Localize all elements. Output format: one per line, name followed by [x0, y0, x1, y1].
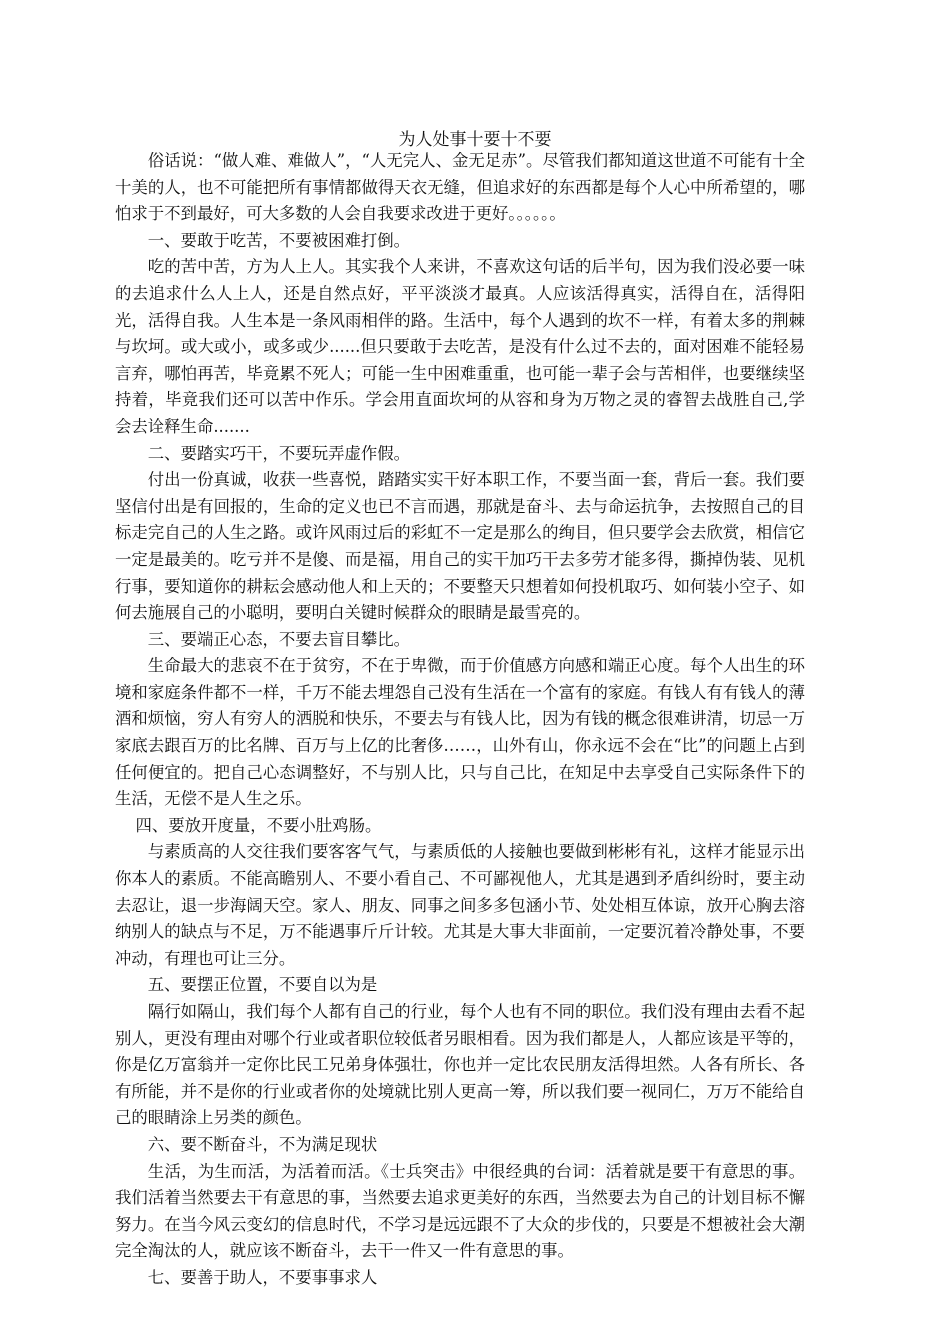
section-heading-2: 二、要踏实巧干，不要玩弄虚作假。: [147, 443, 411, 463]
section-heading-4: 四、要放开度量，不要小肚鸡肠。: [135, 815, 382, 835]
section-paragraph-6: 生活，为生而活，为活着而活。《士兵突击》中很经典的台词：活着就是要干有意思的事。我们活着当然要去干有意思的事，当然要去追求更美好的东西，当然要去为自己的计划目标不懈努力。在当今风云变幻的信息时代，不学习是远远跟不了大众的步伐的，只要是不想被社会大潮完全淘汰的人，就应该不断奋斗，去干一件又一件有意思的事。: [115, 1161, 805, 1261]
section-paragraph-1: 吃的苦中苦，方为人上人。其实我个人来讲，不喜欢这句话的后半句，因为我们没必要一味的去追求什么人上人，还是自然点好，平平淡淡才最真。人应该活得真实，活得自在，活得阳光，活得自我。人生本是一条风雨相伴的路。生活中，每个人遇到的坎不一样，有着太多的荆棘与坎坷。或大或小，或多或少......但只要敢于去吃苦，是没有什么过不去的，面对困难不能轻易言弃，哪怕再苦，毕竟累不死人；可能一生中困难重重，也可能一辈子会与苦相伴，也要继续坚持着，毕竟我们还可以苦中作乐。学会用直面坎坷的从容和身为万物之灵的睿智去战胜自己,学会去诠释生命.......: [115, 257, 805, 436]
section-heading-1: 一、要敢于吃苦，不要被困难打倒。: [147, 230, 411, 250]
document-title: 为人处事十要十不要: [398, 130, 552, 150]
section-heading-5: 五、要摆正位置，不要自以为是: [147, 975, 378, 995]
document-body: [115, 148, 805, 1292]
section-paragraph-3: 生命最大的悲哀不在于贫穷，不在于卑微，而于价值感方向感和端正心度。每个人出生的环境和家庭条件都不一样，千万不能去埋怨自己没有生活在一个富有的家庭。有钱人有有钱人的薄酒和烦恼，穷人有穷人的洒脱和快乐，不要去与有钱人比，因为有钱的概念很难讲清，切忌一万家底去跟百万的比名牌、百万与上亿的比奢侈……，山外有山，你永远不会在“比”的问题上占到任何便宜的。把自己心态调整好，不与别人比，只与自己比，在知足中去享受自己实际条件下的生活，无偿不是人生之乐。: [115, 656, 805, 809]
section-paragraph-5: 隔行如隔山，我们每个人都有自己的行业，每个人也有不同的职位。我们没有理由去看不起别人，更没有理由对哪个行业或者职位较低者另眼相看。因为我们都是人，人都应该是平等的，你是亿万富翁并一定你比民工兄弟身体强壮，你也并一定比农民朋友活得坦然。人各有所长、各有所能，并不是你的行业或者你的处境就比别人更高一筹，所以我们要一视同仁，万万不能给自己的眼睛涂上另类的颜色。: [115, 1002, 805, 1128]
section-heading-7: 七、要善于助人，不要事事求人: [147, 1267, 378, 1287]
intro-paragraph: 俗话说：“做人难、难做人”，“人无完人、金无足赤”。尽管我们都知道这世道不可能有十全十美的人，也不可能把所有事情都做得天衣无缝，但追求好的东西都是每个人心中所希望的，哪怕求于不到最好，可大多数的人会自我要求改进于更好。。。。。。: [115, 151, 805, 224]
section-heading-3: 三、要端正心态，不要去盲目攀比。: [147, 629, 411, 649]
section-paragraph-4: 与素质高的人交往我们要客客气气，与素质低的人接触也要做到彬彬有礼，这样才能显示出你本人的素质。不能高瞻别人、不要小看自己、不可鄙视他人，尤其是遇到矛盾纠纷时，要主动去忍让，退一步海阔天空。家人、朋友、同事之间多多包涵小节、处处相互体谅，放开心胸去溶纳别人的缺点与不足，万不能遇事斤斤计较。尤其是大事大非面前，一定要沉着冷静处事，不要冲动，有理也可让三分。: [115, 842, 805, 968]
section-paragraph-2: 付出一份真诚，收获一些喜悦，踏踏实实干好本职工作，不要当面一套，背后一套。我们要坚信付出是有回报的，生命的定义也已不言而遇，那就是奋斗、去与命运抗争，去按照自己的目标走完自己的人生之路。或许风雨过后的彩虹不一定是那么的绚目，但只要学会去欣赏，相信它一定是最美的。吃亏并不是傻、而是福，用自己的实干加巧干去多劳才能多得，撕掉伪装、见机行事，要知道你的耕耘会感动他人和上天的；不要整天只想着如何投机取巧、如何装小空子、如何去施展自己的小聪明，要明白关键时候群众的眼睛是最雪亮的。: [115, 470, 805, 623]
section-heading-6: 六、要不断奋斗，不为满足现状: [147, 1134, 378, 1154]
